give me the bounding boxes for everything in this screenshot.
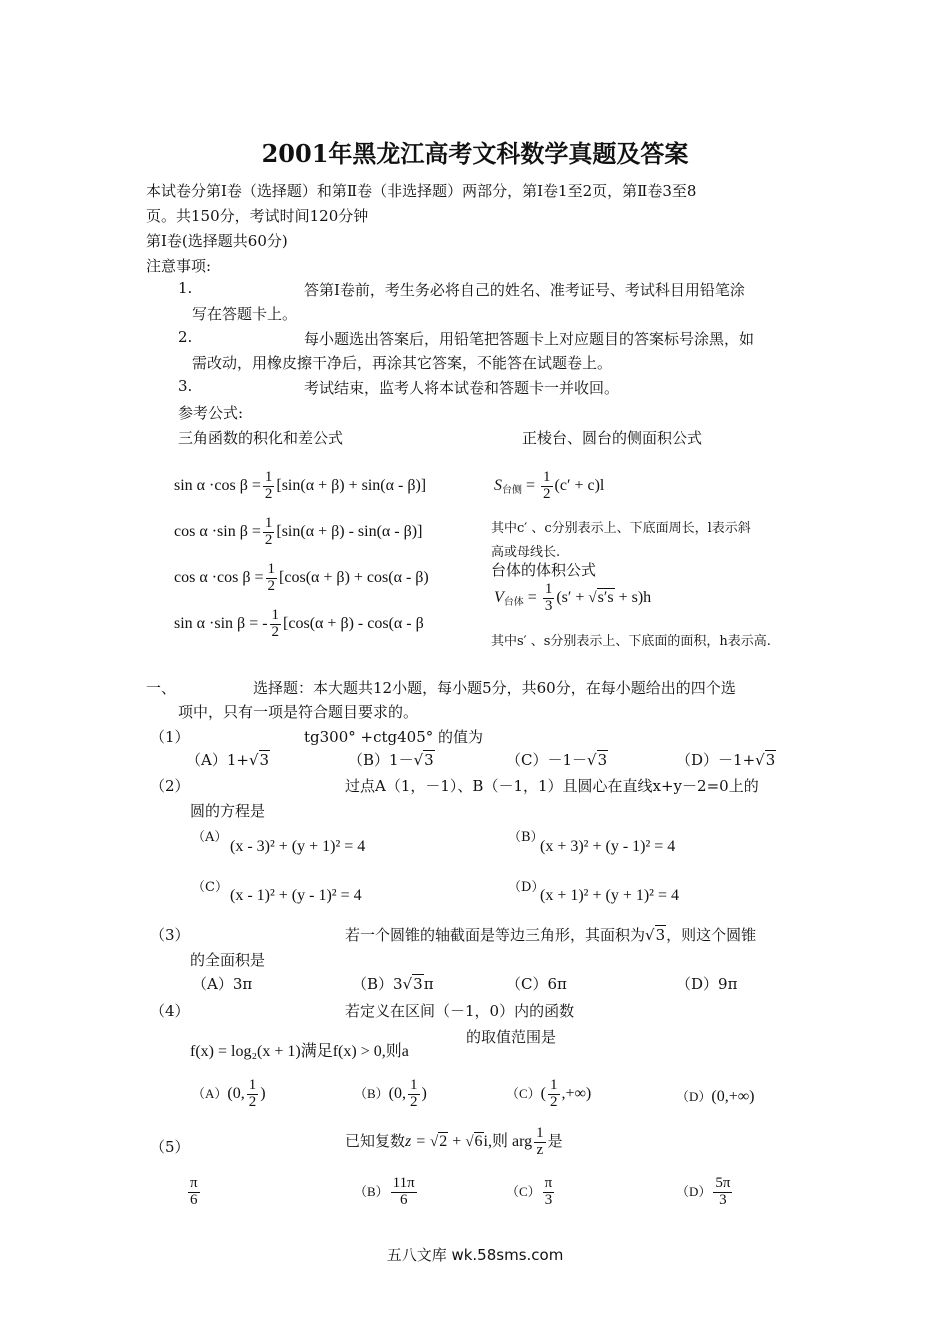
section1-line1: 选择题：本大题共12小题，每小题5分，共60分，在每小题给出的四个选 <box>253 679 736 697</box>
q5-option-c: （C） $\frac{\pi}{3}$ <box>506 1175 553 1208</box>
q1-option-a: （A）1+√3 <box>186 751 270 769</box>
frustum-heading: 正棱台、圆台的侧面积公式 <box>522 429 703 447</box>
q4-option-c: （C）( $\frac{1}{2}$ ,+∞) <box>506 1077 592 1110</box>
q4-expression: f(x) = log₂(x + 1)满足f(x) > 0,则a <box>190 1043 409 1060</box>
section1-num: 一、 <box>146 679 177 697</box>
q2-option-b: (x + 3)² + (y - 1)² = 4 <box>540 838 676 855</box>
q5-option-b: （B） $\frac{11\pi}{6}$ <box>354 1175 415 1208</box>
formula-3: cos α ·cos β = $\frac{1}{2}$ [cos(α + β) + cos(α - β) <box>174 561 429 594</box>
q2-option-c-label: （C） <box>192 880 228 895</box>
q3-option-b: （B）3√3π <box>352 975 434 993</box>
part1-heading: 第Ⅰ卷(选择题共60分) <box>146 232 288 250</box>
side-area-formula: $S_{台侧}$ = $\frac{1}{2}$ (c′ + c)l <box>494 469 605 502</box>
formula-2: cos α ·sin β = $\frac{1}{2}$ [sin(α + β) - sin(α - β)] <box>174 515 423 548</box>
q4-option-b: （B）(0, $\frac{1}{2}$ ) <box>354 1077 427 1110</box>
q1-stem: tg300° +ctg405° 的值为 <box>304 728 484 746</box>
note-1-line1: 答第Ⅰ卷前，考生务必将自己的姓名、准考证号、考试科目用铅笔涂 <box>304 281 745 299</box>
q2-option-a-label: （A） <box>192 830 228 845</box>
q3-option-c: （C）6π <box>506 975 567 993</box>
q4-num: （4） <box>150 1002 190 1020</box>
q2-option-d: (x + 1)² + (y + 1)² = 4 <box>540 887 679 904</box>
q4-stem: 若定义在区间（－1，0）内的函数 <box>345 1002 575 1020</box>
q3-option-a: （A）3π <box>192 975 253 993</box>
side-area-note-2: 高或母线长. <box>491 545 561 560</box>
q2-option-d-label: （D） <box>508 880 545 895</box>
q1-option-b: （B）1－√3 <box>348 751 434 769</box>
q5-stem: 已知复数z = √2 + √6i,则 arg $\frac{1}{z}$ 是 <box>345 1125 563 1158</box>
q1-option-d: （D）－1+√3 <box>676 751 776 769</box>
reference-heading: 参考公式: <box>178 404 244 422</box>
q4-option-d: （D）(0,+∞) <box>676 1088 755 1105</box>
footer-watermark: 五八文库 wk.58sms.com <box>386 1246 564 1264</box>
formula-4: sin α ·sin β = - $\frac{1}{2}$ [cos(α + β) - cos(α - β <box>174 608 424 640</box>
q2-option-c: (x - 1)² + (y - 1)² = 4 <box>230 887 362 904</box>
note-1-num: 1. <box>178 279 193 297</box>
q4-option-a: （A）(0, $\frac{1}{2}$ ) <box>192 1077 266 1110</box>
q1-option-c: （C）－1－√3 <box>506 751 608 769</box>
formula-1: sin α ·cos β = $\frac{1}{2}$ [sin(α + β) + sin(α - β)] <box>174 469 427 502</box>
notice-heading: 注意事项: <box>146 257 212 275</box>
q3-num: （3） <box>150 926 190 944</box>
note-1-line2: 写在答题卡上。 <box>192 305 298 323</box>
trig-heading: 三角函数的积化和差公式 <box>178 429 344 447</box>
note-3-line1: 考试结束，监考人将本试卷和答题卡一并收回。 <box>304 379 620 397</box>
volume-note: 其中s′ 、s分别表示上、下底面的面积，h表示高. <box>491 634 771 649</box>
volume-formula: $V_{台体}$ = $\frac{1}{3}$ (s′ + √s′s + s)h <box>494 581 652 614</box>
page-title: 2001年黑龙江高考文科数学真题及答案 <box>261 139 689 168</box>
q2-stem-line2: 圆的方程是 <box>190 802 266 820</box>
volume-heading: 台体的体积公式 <box>491 561 597 579</box>
side-area-note-1: 其中c′ 、c分别表示上、下底面周长，l表示斜 <box>491 521 751 536</box>
q2-option-b-label: （B） <box>508 830 544 845</box>
q2-num: （2） <box>150 777 190 795</box>
q5-option-a: $\frac{\pi}{6}$ <box>190 1175 198 1208</box>
intro-line-2: 页。共150分，考试时间120分钟 <box>146 207 369 225</box>
q5-num: （5） <box>150 1138 190 1156</box>
q3-stem-line2: 的全面积是 <box>190 951 266 969</box>
note-2-line2: 需改动，用橡皮擦干净后，再涂其它答案，不能答在试题卷上。 <box>192 354 613 372</box>
q3-stem-line1: 若一个圆锥的轴截面是等边三角形，其面积为√3，则这个圆锥 <box>345 926 757 944</box>
q4-stem-tail: 的取值范围是 <box>466 1028 557 1046</box>
note-2-num: 2. <box>178 328 193 346</box>
q3-option-d: （D）9π <box>676 975 738 993</box>
q2-stem-line1: 过点A（1，－1）、B（－1，1）且圆心在直线x+y－2=0上的 <box>345 777 759 795</box>
q2-option-a: (x - 3)² + (y + 1)² = 4 <box>230 838 366 855</box>
section1-line2: 项中，只有一项是符合题目要求的。 <box>178 703 419 721</box>
note-3-num: 3. <box>178 377 193 395</box>
note-2-line1: 每小题选出答案后，用铅笔把答题卡上对应题目的答案标号涂黑，如 <box>304 330 755 348</box>
q5-option-d: （D） $\frac{5\pi}{3}$ <box>676 1175 731 1208</box>
intro-line-1: 本试卷分第Ⅰ卷（选择题）和第Ⅱ卷（非选择题）两部分，第Ⅰ卷1至2页，第Ⅱ卷3至8 <box>146 182 697 200</box>
q1-num: （1） <box>150 728 190 746</box>
